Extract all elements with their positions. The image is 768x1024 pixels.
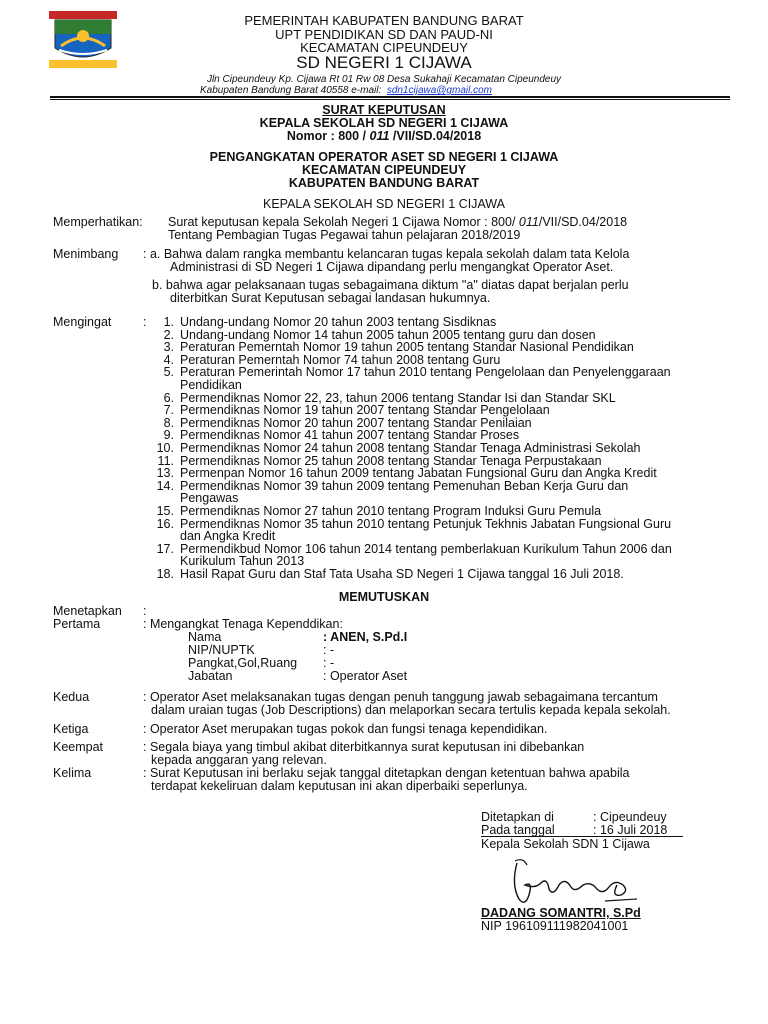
mengingat-item-number: 4. [163, 352, 174, 367]
memutuskan-heading: MEMUTUSKAN [338, 590, 430, 604]
mengingat-item-text: Permendiknas Nomor 35 tahun 2010 tentang Petunjuk Tekhnis Jabatan Fungsional Guru [180, 516, 672, 531]
pertama-label: Pertama [53, 617, 101, 631]
keempat-line-1: : Segala biaya yang timbul akibat diterbitkannya surat keputusan ini dibebankan [143, 740, 585, 754]
mengingat-item-text: Hasil Rapat Guru dan Staf Tata Usaha SD Negeri 1 Cijawa tanggal 16 Juli 2018. [180, 567, 624, 581]
mengingat-item-text: Peraturan Pemerntah Nomor 19 tahun 2005 tentang Standar Nasional Pendidikan [180, 340, 634, 355]
mengingat-item [148, 568, 624, 581]
menimbang-a-line-1: : a. Bahwa dalam rangka membantu kelancaran tugas kepala sekolah dalam tata Kelola [143, 247, 630, 261]
kedua-line-1: : Operator Aset melaksanakan tugas dengan penuh tanggung jawab sebagaimana tercantum [143, 690, 658, 704]
mengingat-item-number: 15. [156, 504, 174, 518]
ditetapkan-label: Ditetapkan di [481, 810, 554, 824]
menetapkan-label: Menetapkan [53, 604, 122, 618]
doc-subtitle: KEPALA SEKOLAH SD NEGERI 1 CIJAWA [259, 116, 509, 130]
mengingat-item-text: Peraturan Pemerntah Nomor 74 tahun 2008 tentang Guru [180, 352, 501, 367]
signer-nip: NIP 196109111982041001 [481, 919, 629, 933]
subject-line-2: KECAMATAN CIPEUNDEUY [301, 163, 467, 177]
header-divider [50, 96, 730, 98]
mengingat-item-number: 8. [163, 415, 174, 430]
kedua-label: Kedua [53, 690, 90, 704]
mengingat-item-continuation: Kurikulum Tahun 2013 [180, 554, 305, 569]
mengingat-item-text: Permendiknas Nomor 22, 23, tahun 2006 tentang Standar Isi dan Standar SKL [180, 390, 616, 405]
address-line-1: Jln Cipeundeuy Kp. Cijawa Rt 01 Rw 08 Desa Sukahaji Kecamatan Cipeundeuy [206, 74, 562, 85]
field-nama-value: : ANEN, S.Pd.I [323, 630, 408, 644]
letterhead-line-1: PEMERINTAH KABUPATEN BANDUNG BARAT [244, 13, 524, 28]
kelima-line-2: terdapat kekeliruan dalam keputusan ini akan diperbaiki seperlunya. [151, 779, 528, 793]
memperhatikan-line-2: Tentang Pembagian Tugas Pegawai tahun pelajaran 2018/2019 [168, 228, 521, 242]
subject-line-1: PENGANGKATAN OPERATOR ASET SD NEGERI 1 CIJAWA [209, 150, 559, 164]
header-divider-thin [50, 99, 730, 100]
memperhatikan-label: Memperhatikan: [53, 215, 143, 229]
subject-line-3: KABUPATEN BANDUNG BARAT [288, 176, 480, 190]
field-nip-label: NIP/NUPTK [188, 643, 255, 657]
mengingat-item-text: Permendiknas Nomor 41 tahun 2007 tentang Standar Proses [180, 428, 520, 443]
mengingat-item-number: 5. [163, 365, 174, 380]
field-pangkat-value: : - [323, 656, 335, 670]
pertama-text: : Mengangkat Tenaga Kependdikan: [143, 617, 343, 631]
field-nama-label: Nama [188, 630, 222, 644]
keempat-label: Keempat [53, 740, 104, 754]
address-line-2: Kabupaten Bandung Barat 40558 e-mail: sdn1cijawa@gmail.com [200, 85, 493, 96]
tanggal-label: Pada tanggal [481, 823, 555, 837]
mengingat-item-number: 14. [156, 478, 174, 493]
menetapkan-colon: : [143, 604, 147, 618]
tanggal-value: : 16 Juli 2018 [593, 823, 668, 837]
mengingat-item-text: Permendikbud Nomor 106 tahun 2014 tentang pemberlakuan Kurikulum Tahun 2006 dan [180, 541, 672, 556]
mengingat-item-continuation: Pengawas [180, 491, 239, 506]
mengingat-item-number: 3. [163, 340, 174, 355]
school-name: SD NEGERI 1 CIJAWA [296, 53, 472, 72]
mengingat-item-continuation: Pendidikan [180, 378, 242, 392]
menimbang-b-line-1: b. bahwa agar pelaksanaan tugas sebagaimana diktum "a" diatas dapat berjalan perlu [152, 278, 629, 292]
ketiga-label: Ketiga [53, 722, 89, 736]
mengingat-item-number: 17. [156, 541, 174, 556]
issuer-heading: KEPALA SEKOLAH SD NEGERI 1 CIJAWA [263, 197, 505, 211]
mengingat-item-text: Permendiknas Nomor 27 tahun 2010 tentang Program Induksi Guru Pemula [180, 504, 602, 518]
ditetapkan-value: : Cipeundeuy [593, 810, 667, 824]
kelima-line-1: : Surat Keputusan ini berlaku sejak tanggal ditetapkan dengan ketentuan bahwa apabila [143, 766, 630, 780]
letterhead-line-3: KECAMATAN CIPEUNDEUY [300, 40, 468, 55]
mengingat-item-text: Undang-undang Nomor 14 tahun 2005 tahun 2005 tentang guru dan dosen [180, 327, 596, 342]
menimbang-a-line-2: Administrasi di SD Negeri 1 Cijawa dipandang perlu mengangkat Operator Aset. [170, 260, 614, 274]
menimbang-label: Menimbang [53, 247, 119, 261]
kedua-line-2: dalam uraian tugas (Job Descriptions) dan melaporkan secara tertulis kepada kepala sekolah. [151, 703, 671, 717]
field-pangkat-label: Pangkat,Gol,Ruang [188, 656, 298, 670]
mengingat-item-text: Permendiknas Nomor 39 tahun 2009 tentang Pemenuhan Beban Kerja Guru dan [180, 478, 629, 493]
mengingat-item-number: 6. [163, 390, 174, 405]
mengingat-item-text: Permendiknas Nomor 25 tahun 2008 tentang Standar Tenaga Perpustakaan [180, 453, 602, 468]
mengingat-item-number: 11. [157, 453, 174, 468]
menimbang-b-line-2: diterbitkan Surat Keputusan sebagai landasan hukumnya. [170, 291, 491, 305]
mengingat-item-continuation: dan Angka Kredit [180, 529, 276, 544]
keempat-line-2: kepada anggaran yang relevan. [151, 753, 327, 767]
mengingat-item-text: Permendiknas Nomor 24 tahun 2008 tentang Standar Tenaga Administrasi Sekolah [180, 441, 641, 455]
doc-number: Nomor : 800 / 011 /VII/SD.04/2018 [286, 129, 482, 143]
memperhatikan-line-1: Surat keputusan kepala Sekolah Negeri 1 Cijawa Nomor : 800/ 011/VII/SD.04/2018 [168, 215, 628, 229]
mengingat-item-text: Permenpan Nomor 16 tahun 2009 tentang Jabatan Fungsional Guru dan Angka Kredit [180, 466, 657, 481]
mengingat-colon: : [143, 315, 147, 329]
mengingat-item-text: Undang-undang Nomor 20 tahun 2003 tentang Sisdiknas [180, 315, 497, 329]
mengingat-item-number: 2. [163, 327, 174, 342]
mengingat-item-number: 13. [156, 466, 174, 481]
mengingat-item-number: 9. [163, 428, 174, 443]
mengingat-item-number: 16. [156, 516, 174, 531]
signer-position: Kepala Sekolah SDN 1 Cijawa [481, 837, 650, 851]
mengingat-item-text: Permendiknas Nomor 19 tahun 2007 tentang Standar Pengelolaan [180, 403, 550, 418]
mengingat-label: Mengingat [53, 315, 112, 329]
mengingat-item-text: Permendiknas Nomor 20 tahun 2007 tentang Standar Penilaian [180, 415, 532, 430]
mengingat-item-number: 18. [156, 567, 174, 581]
email-link[interactable]: sdn1cijawa@gmail.com [386, 85, 493, 96]
mengingat-item-number: 10. [156, 441, 174, 455]
field-nip-value: : - [323, 643, 335, 657]
doc-title: SURAT KEPUTUSAN [322, 103, 446, 117]
field-jabatan-value: : Operator Aset [323, 669, 408, 683]
mengingat-item-number: 1. [163, 315, 174, 329]
letterhead-line-2: UPT PENDIDIKAN SD DAN PAUD-NI [275, 27, 493, 42]
signer-name: DADANG SOMANTRI, S.Pd [481, 906, 641, 920]
field-jabatan-label: Jabatan [188, 669, 233, 683]
mengingat-item-text: Peraturan Pemerintah Nomor 17 tahun 2010 tentang Pengelolaan dan Penyelenggaraan [180, 365, 671, 380]
mengingat-item-number: 7. [163, 403, 174, 418]
ketiga-line-1: : Operator Aset merupakan tugas pokok dan fungsi tenaga kependidikan. [143, 722, 548, 736]
kelima-label: Kelima [53, 766, 92, 780]
